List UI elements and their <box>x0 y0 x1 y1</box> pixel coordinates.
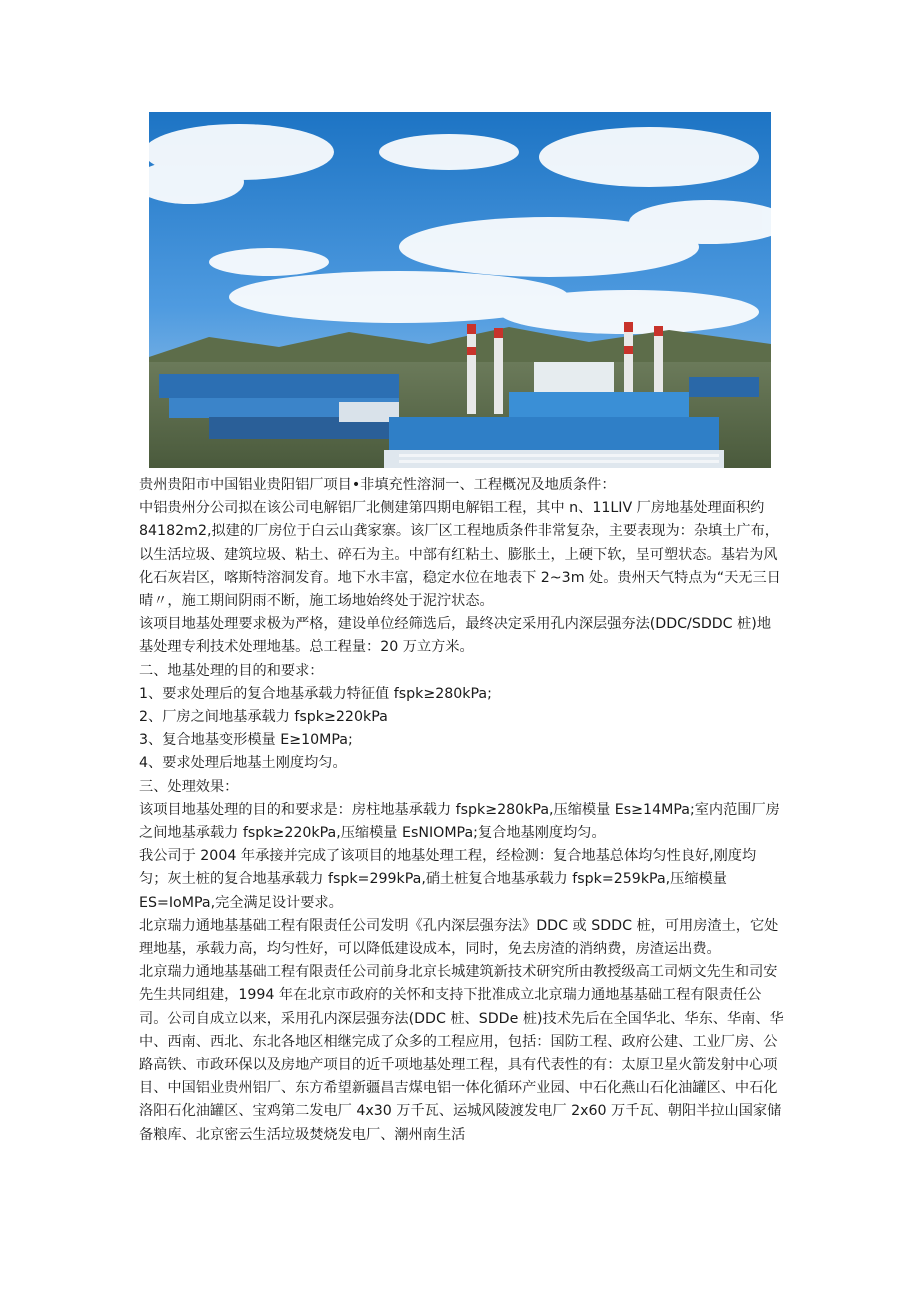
requirement-item-1: 1、要求处理后的复合地基承载力特征值 fspk≥280kPa; <box>139 685 492 702</box>
paragraph-method: 该项目地基处理要求极为严格，建设单位经筛选后，最终决定采用孔内深层强夯法(DDC/SDDC 桩)地基处理专利技术处理地基。总工程量：20 万立方米。 <box>139 616 772 656</box>
heading-purpose: 二、地基处理的目的和要求： <box>139 662 324 679</box>
requirement-item-2: 2、厂房之间地基承载力 fspk≥220kPa <box>139 709 388 726</box>
document-body <box>139 474 784 1147</box>
paragraph-test-results: 我公司于 2004 年承接并完成了该项目的地基处理工程，经检测：复合地基总体均匀性良好,刚度均匀；灰土桩的复合地基承载力 fspk=299kPa,硝土桩复合地基承载力 fspk=259kPa,压缩模量 ES=IoMPa,完全满足设计要求。 <box>139 848 757 911</box>
paragraph-title-line: 贵州贵阳市中国铝业贵阳铝厂项目•非填充性溶洞一、工程概况及地质条件： <box>139 477 616 493</box>
requirement-item-4: 4、要求处理后地基土刚度均匀。 <box>139 755 347 772</box>
paragraph-company-invention: 北京瑞力通地基基础工程有限责任公司发明《孔内深层强夯法》DDC 或 SDDC 桩，可用房渣土，它处理地基，承载力高，均匀性好，可以降低建设成本，同时，免去房渣的消纳费，房渣运出费。 <box>139 917 779 958</box>
paragraph-requirements-summary: 该项目地基处理的目的和要求是：房柱地基承载力 fspk≥280kPa,压缩模量 Es≥14MPa;室内范围厂房之间地基承载力 fspk≥220kPa,压缩模量 EsNIOMPa;复合地基刚度均匀。 <box>139 801 780 842</box>
aluminium-plant-photo <box>149 112 771 468</box>
requirement-item-3: 3、复合地基变形模量 E≥10MPa; <box>139 732 353 749</box>
heading-results: 三、处理效果： <box>139 778 239 795</box>
paragraph-project-overview: 中铝贵州分公司拟在该公司电解铝厂北侧建第四期电解铝工程，其中 n、11LIV 厂房地基处理面积约 84182m2,拟建的厂房位于白云山龚家寨。该厂区工程地质条件非常复杂，主要表现为：杂填土广布，以生活垃圾、建筑垃圾、粘土、碎石为主。中部有红粘土、膨胀土，上硬下软，呈可塑状态。基岩为风化石灰岩区，喀斯特溶洞发育。地下水丰富，稳定水位在地表下 2~3m 处。贵州天气特点为“天无三日晴〃，施工期间阴雨不断，施工场地始终处于泥泞状态。 <box>139 500 781 610</box>
paragraph-company-history: 北京瑞力通地基基础工程有限责任公司前身北京长城建筑新技术研究所由教授级高工司炳文先生和司安先生共同组建，1994 年在北京市政府的关怀和支持下批准成立北京瑞力通地基基础工程有限责任公司。公司自成立以来，采用孔内深层强夯法(DDC 桩、SDDe 桩)技术先后在全国华北、华东、华南、华中、西南、西北、东北各地区相继完成了众多的工程应用，包括：国防工程、政府公建、工业厂房、公路高铁、市政环保以及房地产项目的近千项地基处理工程，具有代表性的有：太原卫星火箭发射中心项目、中国铝业贵州铝厂、东方希望新疆昌吉煤电铝一体化循环产业园、中石化燕山石化油罐区、中石化洛阳石化油罐区、宝鸡第二发电厂 4x30 万千瓦、运城风陵渡发电厂 2x60 万千瓦、朝阳半拉山国家储备粮库、北京密云生活垃圾焚烧发电厂、潮州南生活 <box>139 964 784 1143</box>
